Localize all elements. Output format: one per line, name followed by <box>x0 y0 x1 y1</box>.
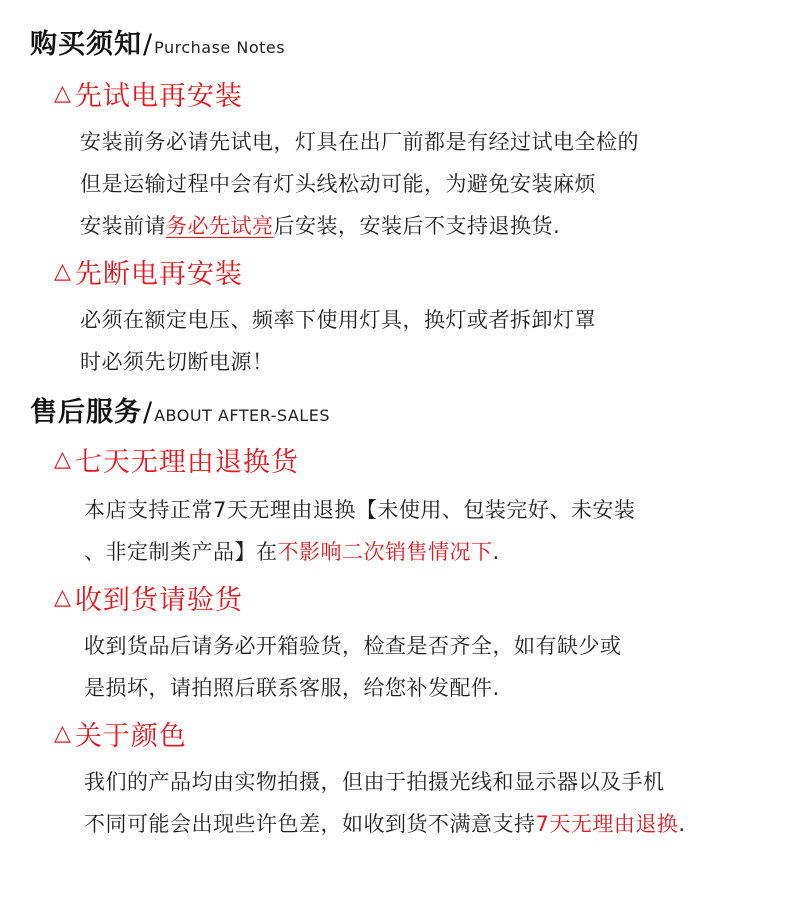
notice-text-line <box>80 168 596 198</box>
text-segment: 、非定制类产品】在 <box>84 540 278 564</box>
warning-triangle-icon: △ <box>54 721 71 746</box>
text-segment: 本店支持正常7天无理由退换【未使用、包装完好、未安装 <box>84 498 636 522</box>
notice-text-line <box>84 766 665 796</box>
text-segment: . <box>492 540 500 564</box>
highlight-text: 7天无理由退换 <box>535 812 679 836</box>
section-purchase-notes-header <box>30 22 285 61</box>
section-title-slash: / <box>143 397 153 428</box>
notice-heading-inspect-goods <box>54 578 243 617</box>
text-segment: 后安装，安装后不支持退换货. <box>273 214 561 238</box>
notice-heading-label: 先试电再安装 <box>74 81 243 112</box>
warning-triangle-icon: △ <box>54 259 71 284</box>
notice-heading-label: 七天无理由退换货 <box>74 447 299 478</box>
text-segment: 但是运输过程中会有灯头线松动可能，为避免安装麻烦 <box>80 172 596 196</box>
warning-triangle-icon: △ <box>54 81 71 106</box>
notice-text-line <box>80 346 274 376</box>
notice-text-line <box>84 672 500 702</box>
text-segment: 是损坏，请拍照后联系客服，给您补发配件. <box>84 676 500 700</box>
highlight-text: 不影响二次销售情况下 <box>277 540 493 564</box>
warning-triangle-icon: △ <box>54 447 71 472</box>
section-title-en: Purchase Notes <box>154 38 286 57</box>
notice-text-line <box>84 808 686 838</box>
notice-heading-label: 收到货请验货 <box>74 585 243 616</box>
text-segment: 我们的产品均由实物拍摄，但由于拍摄光线和显示器以及手机 <box>84 770 665 794</box>
highlight-text: 务必先试亮 <box>166 214 274 238</box>
notice-heading-cut-power <box>54 252 243 291</box>
notice-heading-label: 关于颜色 <box>74 721 187 752</box>
notice-text-line <box>80 126 639 156</box>
text-segment: 必须在额定电压、频率下使用灯具，换灯或者拆卸灯罩 <box>80 308 596 332</box>
notice-heading-color <box>54 714 187 753</box>
text-segment: 安装前请 <box>80 214 166 238</box>
text-segment: 时必须先切断电源！ <box>80 350 274 374</box>
text-segment: . <box>678 812 686 836</box>
notice-text-line <box>84 494 635 524</box>
notice-text-line <box>84 630 622 660</box>
section-title-slash: / <box>143 29 153 60</box>
section-title-zh: 购买须知 <box>30 29 142 60</box>
text-segment: 不同可能会出现些许色差，如收到货不满意支持 <box>84 812 536 836</box>
section-after-sales-header <box>30 390 330 429</box>
section-title-zh: 售后服务 <box>30 397 142 428</box>
notice-heading-seven-day-return <box>54 440 299 479</box>
notice-text-line <box>80 304 596 334</box>
text-segment: 收到货品后请务必开箱验货，检查是否齐全，如有缺少或 <box>84 634 622 658</box>
text-segment: 安装前务必请先试电，灯具在出厂前都是有经过试电全检的 <box>80 130 639 154</box>
notice-text-line <box>80 210 560 240</box>
notice-text-line <box>84 536 500 566</box>
section-title-en: ABOUT AFTER-SALES <box>154 406 330 425</box>
warning-triangle-icon: △ <box>54 585 71 610</box>
notice-heading-test-power <box>54 74 243 113</box>
notice-heading-label: 先断电再安装 <box>74 259 243 290</box>
